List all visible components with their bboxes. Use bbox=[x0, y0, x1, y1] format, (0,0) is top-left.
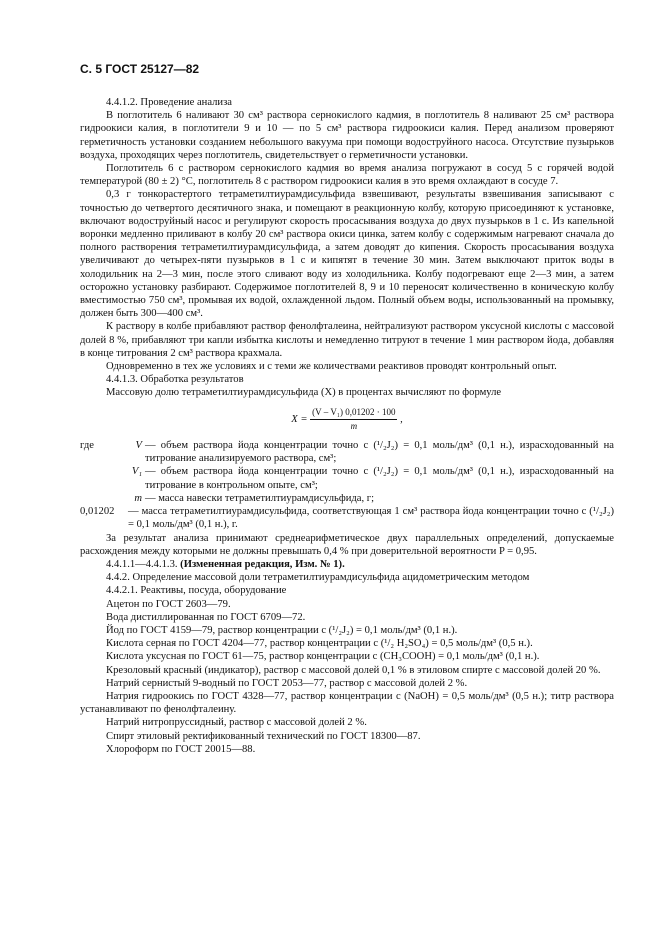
paragraph-absorbers: В поглотитель 6 наливают 30 см³ раствора сернокислого кадмия, в поглотитель 8 наливают 25 см³ раствора гидроокиси калия, в поглотители 9 и 10 — по 5 см³ раствора гидроокиси калия. Перед анализом проверяют герметичность установки созданием небольшого вакуума при помощи водоструйного насоса. Отсутствие пузырьков воздуха, проходящих через поглотитель, свидетельствует о герметичности установки. bbox=[80, 110, 614, 161]
definition-constant-symbol: 0,01202 bbox=[80, 506, 115, 518]
definition-symbol: V bbox=[135, 440, 142, 452]
definitions-block bbox=[80, 439, 614, 505]
formula-lhs: X = bbox=[291, 413, 308, 425]
definition-text: — объем раствора йода концентрации точно c (¹/₂J₂) = 0,1 моль/дм³ (0,1 н.), израсходованный на титрование в контрольном опыте, см³; bbox=[145, 466, 614, 491]
change-note bbox=[80, 558, 614, 571]
change-range: 4.4.1.1—4.4.1.3. bbox=[106, 558, 178, 570]
section-heading-4-4-2: 4.4.2. Определение массовой доли тетраметилтиурамдисульфида ацидометрическим методом bbox=[106, 572, 530, 584]
reagent-item: Натрий нитропруссидный, раствор с массовой долей 2 %. bbox=[106, 717, 367, 729]
section-heading-4-4-1-2: 4.4.1.2. Проведение анализа bbox=[106, 97, 232, 108]
section-heading-4-4-1-3: 4.4.1.3. Обработка результатов bbox=[106, 374, 244, 386]
definition-constant bbox=[80, 505, 614, 531]
formula-fraction bbox=[310, 406, 397, 433]
definition-constant-text: — масса тетраметилтиурамдисульфида, соответствующая 1 см³ раствора йода концентрации точно c (¹/₂J₂) = 0,1 моль/дм³ (0,1 н.), г. bbox=[128, 506, 614, 531]
section-heading-4-4-2-1: 4.4.2.1. Реактивы, посуда, оборудование bbox=[106, 585, 287, 597]
reagent-item: Кислота уксусная по ГОСТ 61—75, раствор концентрации c (CH₃COOH) = 0,1 моль/дм³ (0,1 н.). bbox=[106, 651, 540, 663]
reagent-item: Вода дистиллированная по ГОСТ 6709—72. bbox=[106, 611, 306, 623]
reagent-item: Йод по ГОСТ 4159—79, раствор концентрации c (¹/₂J₂) = 0,1 моль/дм³ (0,1 н.). bbox=[106, 624, 458, 636]
page-header: С. 5 ГОСТ 25127—82 bbox=[80, 62, 200, 76]
reagent-item: Натрия гидроокись по ГОСТ 4328—77, раствор концентрации c (NaOH) = 0,5 моль/дм³ (0,5 н.); титр раствора устанавливают по фенолфталеину. bbox=[80, 690, 614, 716]
definition-item bbox=[106, 439, 614, 465]
formula-denominator: m bbox=[350, 420, 358, 431]
paragraph-control: Одновременно в тех же условиях и с теми же количествами реактивов проводят контрольный опыт. bbox=[106, 361, 557, 373]
formula-tail: , bbox=[400, 413, 403, 425]
definition-text: — масса навески тетраметилтиурамдисульфида, г; bbox=[145, 492, 375, 504]
formula bbox=[80, 406, 614, 433]
reagent-item: Ацетон по ГОСТ 2603—79. bbox=[106, 598, 231, 610]
reagent-item: Крезоловый красный (индикатор), раствор с массовой долей 0,1 % в этиловом спирте с массовой долей 20 %. bbox=[106, 664, 601, 676]
definitions-list bbox=[106, 439, 614, 505]
definition-symbol: m bbox=[134, 492, 142, 504]
reagent-item: Кислота серная по ГОСТ 4204—77, раствор концентрации c (¹/₂ H₂SO₄) = 0,5 моль/дм³ (0,5 н.). bbox=[106, 638, 533, 650]
change-note-text: (Измененная редакция, Изм. № 1). bbox=[180, 558, 345, 570]
paragraph-result: За результат анализа принимают среднеарифметическое двух параллельных определений, допускаемые расхождения между которыми не должны превышать 0,4 % при доверительной вероятности P = 0,95. bbox=[80, 532, 614, 557]
definition-text: — объем раствора йода концентрации точно c (¹/₂J₂) = 0,1 моль/дм³ (0,1 н.), израсходованный на титрование анализируемого раствора, см³; bbox=[145, 440, 614, 465]
definition-item bbox=[106, 492, 614, 505]
paragraph-procedure: 0,3 г тонкорастертого тетраметилтиурамдисульфида взвешивают, результаты взвешивания записывают с точностью до четвертого десятичного знака, и помещают в реакционную колбу, которую присоединяют к установке, включают водоструйный насос и регулируют скорость просасывания воздуха до двух пузырьков в 1 с. Из капельной воронки медленно приливают в колбу 20 см³ раствора окиси цинка, затем колбу с содержимым нагревают сначала до полного растворения тетраметилтиурамдисульфида, а затем доводят до кипения. Скорость просасывания воздуха увеличивают до четырех-пяти пузырьков в 1 с и кипятят в течение 30 мин. Затем выключают приток воды в холодильник на 2—3 мин, после этого сливают воду из холодильника. Колбу подогревают еще 2—3 мин, а затем осторожно установку разбирают. Содержимое поглотителей 8, 9 и 10 переносят количественно в коническую колбу вместимостью 750 см³, промывая их водой, охлажденной льдом. Полный объем воды, использованный на промывку, должен быть 300—400 см³. bbox=[80, 189, 614, 320]
reagent-item: Хлороформ по ГОСТ 20015—88. bbox=[106, 743, 256, 755]
document-body bbox=[80, 96, 614, 756]
definition-symbol: V₁ bbox=[131, 466, 142, 478]
reagent-item: Натрий сернистый 9-водный по ГОСТ 2053—77, раствор с массовой долей 2 %. bbox=[106, 677, 468, 689]
where-label: где bbox=[80, 440, 94, 452]
document-page bbox=[80, 62, 614, 756]
formula-intro: Массовую долю тетраметилтиурамдисульфида (X) в процентах вычисляют по формуле bbox=[106, 387, 502, 399]
paragraph-titration: К раствору в колбе прибавляют раствор фенолфталеина, нейтрализуют раствором уксусной кислоты с массовой долей 8 %, прибавляют три капли избытка кислоты и немедленно титруют в течение 1 мин раствором йода, добавляя в конце титрования 2 см³ раствора крахмала. bbox=[80, 321, 614, 359]
definition-item bbox=[106, 465, 614, 491]
formula-numerator: (V – V₁) 0,01202 · 100 bbox=[310, 406, 397, 420]
paragraph-heating: Поглотитель 6 с раствором сернокислого кадмия во время анализа погружают в сосуд 5 с горячей водой температурой (80 ± 2) °С, поглотитель 8 с раствором гидроокиси калия в это время охлаждают в сосуде 7. bbox=[80, 163, 614, 188]
reagent-item: Спирт этиловый ректификованный технический по ГОСТ 18300—87. bbox=[106, 730, 421, 742]
